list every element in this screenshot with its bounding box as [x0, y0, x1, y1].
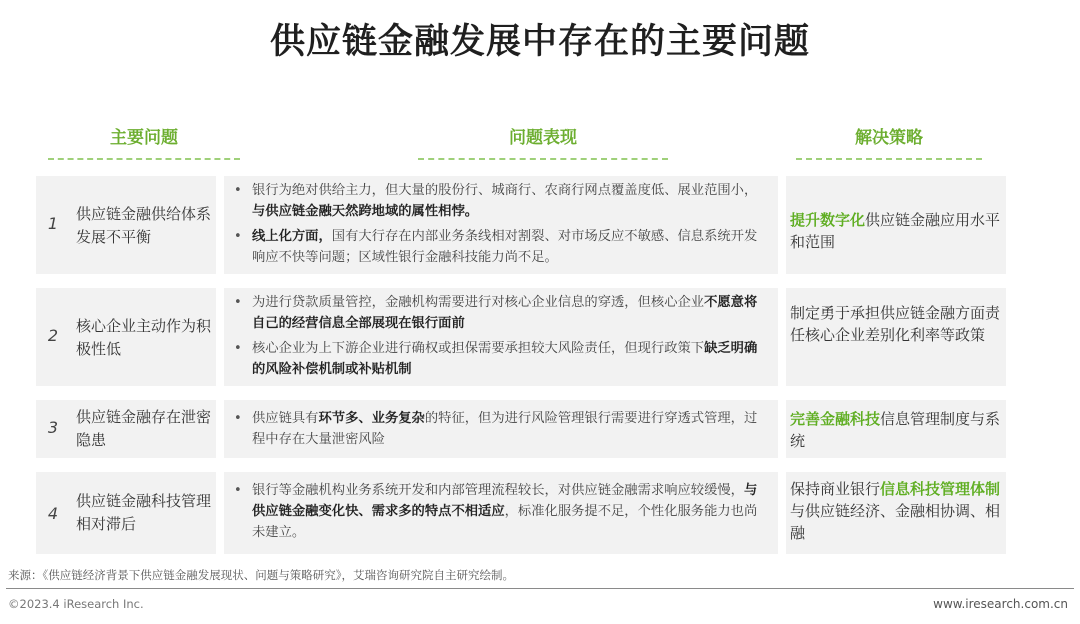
solution-text	[790, 302, 1002, 346]
copyright: ©2023.4 iResearch Inc.	[8, 597, 144, 611]
bullet-icon: •	[234, 183, 242, 198]
row-number: 1	[47, 214, 59, 233]
header-issues-label: 主要问题	[110, 128, 178, 148]
highlight-text: 完善金融科技	[790, 410, 881, 428]
table-row	[36, 472, 1006, 554]
body-text: 与供应链经济、金融相协调、相融	[790, 502, 1001, 542]
header-divider	[796, 158, 982, 160]
manifestation-list	[232, 408, 762, 454]
row-number: 4	[47, 504, 59, 523]
body-text: 信息管理制度与系统	[790, 410, 1001, 450]
solution-text	[790, 209, 1002, 253]
manifestation-item	[232, 180, 762, 222]
header-divider	[48, 158, 240, 160]
column-divider	[778, 472, 786, 554]
footer-divider	[6, 588, 1074, 589]
emphasis-text: 缺乏明确的风险补偿机制或补贴机制	[252, 341, 758, 377]
issue-label: 供应链金融科技管理相对滞后	[76, 492, 212, 533]
manifestation-item	[232, 480, 762, 543]
body-text: 银行等金融机构业务系统开发和内部管理流程较长，对供应链金融需求响应较缓慢，	[252, 483, 744, 498]
highlight-text: 提升数字化	[790, 211, 866, 229]
manifestation-list	[232, 180, 762, 272]
header-solutions	[796, 126, 982, 160]
issue-label: 供应链金融存在泄密隐患	[76, 408, 212, 449]
website-link[interactable]: www.iresearch.com.cn	[933, 597, 1068, 611]
manifestation-item	[232, 408, 762, 450]
solution-text	[790, 408, 1002, 452]
source-note: 来源：《供应链经济背景下供应链金融发展现状、问题与策略研究》，艾瑞咨询研究院自主研究绘制。	[8, 568, 514, 582]
column-divider	[778, 288, 786, 386]
emphasis-text: 与供应链金融变化快、需求多的特点不相适应	[252, 483, 758, 519]
emphasis-text: 与供应链金融天然跨地域的属性相悖。	[252, 204, 479, 219]
manifestation-list	[232, 480, 762, 547]
header-solutions-label: 解决策略	[855, 128, 923, 148]
manifestation-item	[232, 292, 762, 334]
column-divider	[216, 472, 224, 554]
bullet-icon: •	[234, 341, 242, 356]
body-text: 国有大行存在内部业务条线相对割裂、对市场反应不敏感、信息系统开发响应不快等问题；区域性银行金融科技能力尚不足。	[252, 229, 758, 265]
body-text: 供应链具有	[252, 411, 319, 426]
emphasis-text: 不愿意将自己的经营信息全部展现在银行面前	[252, 295, 758, 331]
column-divider	[216, 288, 224, 386]
body-text: 为进行贷款质量管控，金融机构需要进行对核心企业信息的穿透，但核心企业	[252, 295, 705, 310]
row-number: 3	[47, 418, 59, 437]
body-text: 银行为绝对供给主力，但大量的股份行、城商行、农商行网点覆盖度低、展业范围小，	[252, 183, 758, 198]
emphasis-text: 线上化方面，	[252, 229, 332, 244]
row-number: 2	[47, 326, 59, 345]
highlight-text: 信息科技管理体制	[880, 480, 1001, 498]
manifestation-item	[232, 226, 762, 268]
bullet-icon: •	[234, 229, 242, 244]
table-row	[36, 288, 1006, 386]
issue-label: 供应链金融供给体系发展不平衡	[76, 205, 212, 246]
body-text: 制定勇于承担供应链金融方面责任核心企业差别化利率等政策	[790, 304, 1001, 344]
manifestation-list	[232, 292, 762, 384]
body-text: 的特征，但为进行风险管理银行需要进行穿透式管理，过程中存在大量泄密风险	[252, 411, 758, 447]
header-issues	[48, 126, 240, 160]
header-divider	[418, 158, 668, 160]
body-text: 保持商业银行	[790, 480, 881, 498]
body-text: 核心企业为上下游企业进行确权或担保需要承担较大风险责任，但现行政策下	[252, 341, 705, 356]
manifestation-item	[232, 338, 762, 380]
column-divider	[778, 400, 786, 458]
emphasis-text: 环节多、业务复杂	[318, 411, 425, 426]
bullet-icon: •	[234, 411, 242, 426]
bullet-icon: •	[234, 483, 242, 498]
bullet-icon: •	[234, 295, 242, 310]
solution-text	[790, 478, 1002, 544]
header-manifestations	[418, 126, 668, 160]
page-title: 供应链金融发展中存在的主要问题	[269, 22, 810, 62]
table-row	[36, 176, 1006, 274]
column-divider	[778, 176, 786, 274]
table-row	[36, 400, 1006, 458]
body-text: ，标准化服务提不足，个性化服务能力也尚未建立。	[252, 504, 758, 540]
column-divider	[216, 176, 224, 274]
body-text: 供应链金融应用水平和范围	[790, 211, 1001, 251]
header-manifestations-label: 问题表现	[509, 128, 577, 148]
column-divider	[216, 400, 224, 458]
issue-label: 核心企业主动作为积极性低	[76, 317, 212, 358]
